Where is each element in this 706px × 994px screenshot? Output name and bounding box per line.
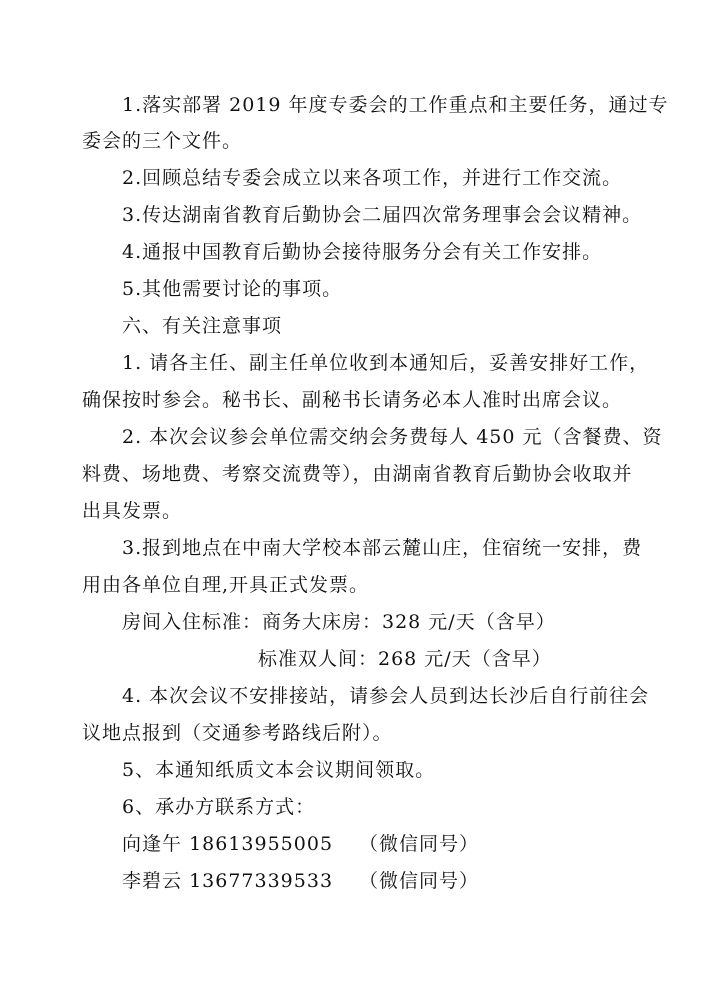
agenda-item-1-cont: 委会的三个文件。 (82, 130, 243, 152)
contact-phone: 18613955005 (189, 833, 334, 855)
notice-item-3: 3.报到地点在中南大学校本部云麓山庄，住宿统一安排，费 (122, 537, 643, 559)
notice-item-4: 4. 本次会议不安排接站，请参会人员到达长沙后自行前往会 (122, 685, 650, 707)
notice-item-2-cont: 料费、场地费、考察交流费等），由湖南省教育后勤协会收取并 (82, 463, 633, 485)
notice-item-5: 5、本通知纸质文本会议期间领取。 (122, 759, 436, 781)
agenda-item-2: 2.回顾总结专委会成立以来各项工作，并进行工作交流。 (122, 167, 623, 189)
notice-item-3-cont: 用由各单位自理,开具正式发票。 (82, 574, 370, 596)
contact-name: 向逢午 (122, 833, 183, 855)
contact-row (122, 831, 479, 857)
contact-phone: 13677339533 (189, 870, 334, 892)
room-standard-business: 房间入住标准：商务大床房：328 元/天（含早） (122, 611, 556, 633)
notice-item-4-cont: 议地点报到（交通参考路线后附）。 (82, 722, 393, 744)
notice-item-6: 6、承办方联系方式： (122, 796, 316, 818)
contact-name: 李碧云 (122, 870, 183, 892)
notice-item-2: 2. 本次会议参会单位需交纳会务费每人 450 元（含餐费、资 (122, 426, 663, 448)
contact-note: （微信同号） (359, 833, 480, 855)
section-heading: 六、有关注意事项 (122, 315, 283, 337)
agenda-item-3: 3.传达湖南省教育后勤协会二届四次常务理事会会议精神。 (122, 204, 643, 226)
agenda-item-4: 4.通报中国教育后勤协会接待服务分会有关工作安排。 (122, 241, 603, 263)
agenda-item-5: 5.其他需要讨论的事项。 (122, 278, 343, 300)
room-standard-twin: 标准双人间：268 元/天（含早） (258, 648, 552, 670)
notice-item-1-cont: 确保按时参会。秘书长、副秘书长请务必本人准时出席会议。 (82, 389, 623, 411)
contact-row (122, 868, 479, 894)
contact-note: （微信同号） (359, 870, 480, 892)
agenda-item-1: 1.落实部署 2019 年度专委会的工作重点和主要任务，通过专 (122, 94, 669, 116)
notice-item-1: 1. 请各主任、副主任单位收到本通知后，妥善安排好工作， (122, 352, 650, 374)
notice-item-2-cont2: 出具发票。 (82, 500, 183, 522)
